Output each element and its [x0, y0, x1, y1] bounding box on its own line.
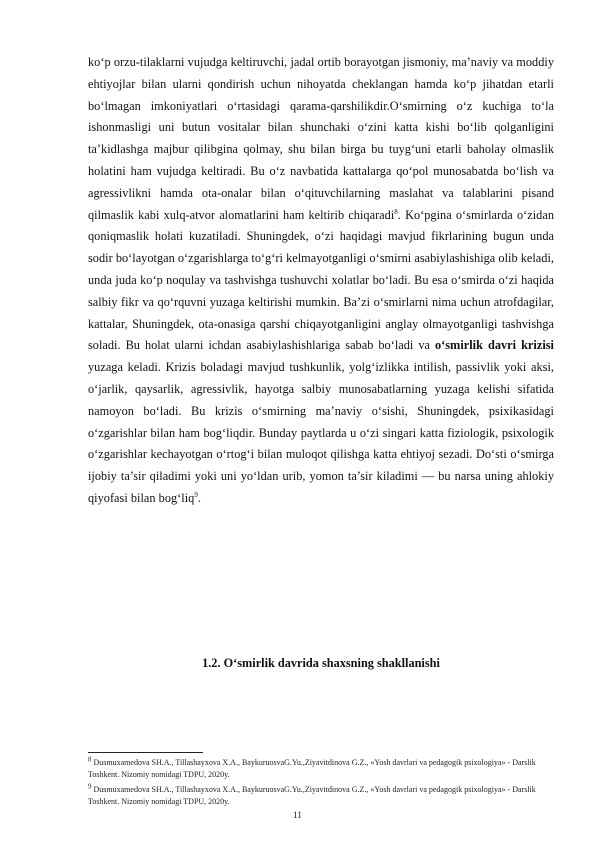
footnote-ref-9[interactable]: 9: [194, 490, 198, 499]
page-number: 11: [293, 810, 302, 820]
footnote-8: [88, 757, 554, 780]
footnote-text: Dusmuxamedova SH.A., Tillashayxova X.A., BaykuruosvaG.Yu.,Ziyavitdinova G.Z., «Yosh davrlari va pedagogik psixologiya» - Darslik Toshkent. Nizomiy nomidagi TDPU, 2020y.: [88, 785, 536, 806]
paragraph-text-part-1: ko‘p orzu-tilaklarni vujudga keltiruvchi, jadal ortib borayotgan jismoniy, ma’naviy va moddiy ehtiyojlar bilan ularni qondirish uchun nihoyatda cheklangan hamda ko‘p jihatdan etarli bo‘lmagan imkoniyatlari o‘rtasidagi qarama-qarshilikdir.O‘smirning o‘z kuchiga to‘la ishonmasligi uni butun vositalar bilan shunchaki o‘zini katta kishi bo‘lib qolganligini ta’kidlashga majbur qilibgina qolmay, shu bilan birga bu tuyg‘uni etarli baholay olmaslik holatini ham vujudga keltiradi. Bu o‘z navbatida kattalarga qo‘pol munosabatda bo‘lish va agressivlikni hamda ota-onalar bilan o‘qituvchilarning maslahat va talablarini pisand qilmaslik kabi xulq-atvor alomatlarini ham keltirib chiqaradi: [88, 55, 554, 222]
footnote-mark: 9: [88, 782, 92, 791]
paragraph-text-part-4: .: [197, 490, 201, 505]
paragraph-text-part-3: yuzaga keladi. Krizis boladagi mavjud tushkunlik, yolg‘izlikka intilish, passivlik yoki aksi, o‘jarlik, qaysarlik, agressivlik, hayotga salbiy munosabatlarning yuzaga kelishi sifatida namoyon bo‘ladi. Bu krizis o‘smirning ma’naviy o‘sishi, Shuningdek, psixikasidagi o‘zgarishlar bilan ham bog‘liqdir. Bunday paytlarda u o‘zi singari katta fiziologik, psixologik o‘zgarishlar kechayotgan o‘rtog‘i bilan muloqot qilishga katta ehtiyoj sezadi. Do‘sti o‘smirga ijobiy ta’sir qiladimi yoki uni yo‘ldan urib, yomon ta’sir kiladimi — bu narsa uning ahlokiy qiyofasi bilan bog‘liq: [88, 360, 554, 505]
footnote-text: Dusmuxamedova SH.A., Tillashayxova X.A., BaykuruosvaG.Yu.,Ziyavitdinova G.Z., «Yosh davrlari va pedagogik psixologiya» - Darslik Toshkent. Nizomiy nomidagi TDPU, 2020y.: [88, 758, 536, 779]
footnote-mark: 8: [88, 755, 92, 764]
footnote-divider: [88, 752, 203, 753]
footnote-ref-8[interactable]: 8: [394, 207, 398, 216]
paragraph-text-part-2: . Ko‘pgina o‘smirlarda o‘zidan qoniqmaslik holati kuzatiladi. Shuningdek, o‘zi haqidagi mavjud fikrlarining bugun unda sodir bo‘layotgan o‘zgarishlarga to‘g‘ri kelmayotganligi o‘smirni asabiylashishiga olib keladi, unda juda ko‘p noqulay va tashvishga tushuvchi xolatlar bo‘ladi. Bu esa o‘smirda o‘zi haqida salbiy fikr va qo‘rquvni yuzaga keltirishi mumkin. Ba’zi o‘smirlarni nima uchun atrofdagilar, kattalar, Shuningdek, ota-onasiga qarshi chiqayotganligini anglay olmayotganligi tashvishga soladi. Bu holat ularni ichdan asabiylashishlariga sabab bo‘ladi va: [88, 207, 554, 353]
bold-term: o‘smirlik davri krizisi: [434, 338, 554, 353]
body-paragraph: [88, 52, 554, 510]
section-heading: 1.2. O‘smirlik davrida shaxsning shakllanishi: [202, 656, 440, 670]
footnote-9: [88, 784, 554, 807]
